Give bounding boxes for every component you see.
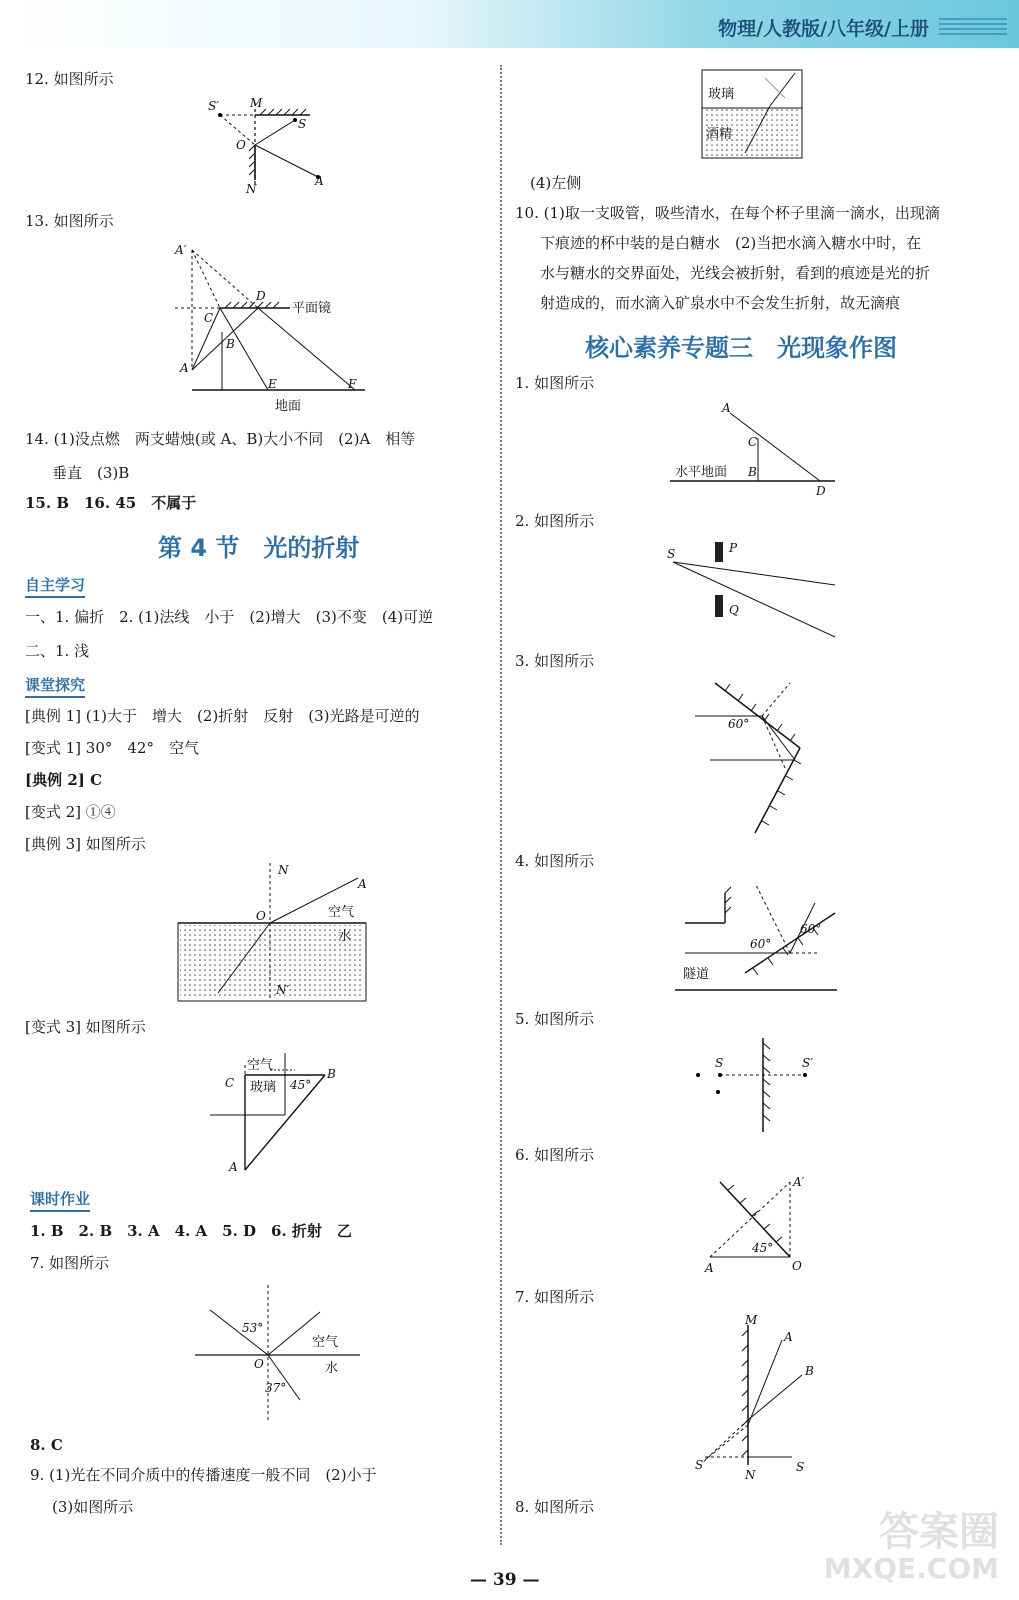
header-title: 物理/人教版/八年级/上册 <box>718 18 929 40</box>
q13-text: 13. 如图所示 <box>25 212 114 230</box>
label-A: A <box>705 1261 714 1275</box>
label-B: B <box>748 465 757 479</box>
label-N1: N′ <box>276 983 290 997</box>
label-S: S <box>298 117 307 131</box>
q14-line2: 垂直 (3)B <box>52 464 130 482</box>
label-A: A <box>180 361 189 375</box>
label-tunnel: 隧道 <box>683 967 710 982</box>
label-A: A <box>358 877 367 891</box>
label-S: S <box>667 547 676 561</box>
label-A1: A′ <box>175 243 187 257</box>
label-glass: 玻璃 <box>708 87 735 102</box>
figure-p1 <box>670 398 840 498</box>
label-S1: S′ <box>802 1056 813 1070</box>
problem-3: 3. 如图所示 <box>515 652 595 670</box>
variant-3: [变式 3] 如图所示 <box>25 1018 146 1036</box>
figure-12 <box>200 95 340 200</box>
figure-13 <box>170 240 370 420</box>
column-divider <box>500 65 502 1545</box>
label-A1: A′ <box>793 1175 805 1189</box>
homework-9-3: (3)如图所示 <box>52 1498 134 1516</box>
label-N: N <box>745 1468 756 1482</box>
q12-text: 12. 如图所示 <box>25 70 114 88</box>
label-Q: Q <box>729 603 739 617</box>
label-A: A <box>722 401 731 415</box>
q15-16-text: 15. B 16. 45 不属于 <box>25 494 197 512</box>
header-decoration <box>939 18 1007 36</box>
page-header <box>0 0 1019 48</box>
subhead-zizhu: 自主学习 <box>25 574 85 598</box>
label-mirror: 平面镜 <box>292 301 332 316</box>
figure-p7 <box>690 1315 830 1480</box>
zizhu-line2: 二、1. 浅 <box>25 642 90 660</box>
label-M: M <box>745 1313 758 1327</box>
watermark-url: MXQE.COM <box>823 1552 999 1585</box>
label-C: C <box>748 435 758 449</box>
label-A: A <box>229 1160 238 1174</box>
q10-line4: 射造成的，而水滴入矿泉水中不会发生折射，故无滴痕 <box>540 294 901 312</box>
label-water: 水 <box>338 929 352 944</box>
label-C: C <box>225 1076 235 1090</box>
figure-p2 <box>665 540 845 640</box>
figure-example-3 <box>178 858 373 1003</box>
problem-6: 6. 如图所示 <box>515 1146 595 1164</box>
label-air: 空气 <box>312 1335 339 1350</box>
subhead-keshi: 课时作业 <box>30 1188 90 1212</box>
label-45: 45° <box>752 1241 774 1255</box>
q10-line2: 下痕迹的杯中装的是白糖水 (2)当把水滴入糖水中时，在 <box>540 234 922 252</box>
homework-1-6: 1. B 2. B 3. A 4. A 5. D 6. 折射 乙 <box>30 1222 352 1240</box>
label-O: O <box>792 1259 802 1273</box>
problem-8: 8. 如图所示 <box>515 1498 595 1516</box>
label-alcohol: 酒精 <box>706 127 733 142</box>
page-number: — 39 — <box>470 1570 540 1590</box>
example-3: [典例 3] 如图所示 <box>25 835 146 853</box>
label-A: A <box>784 1330 793 1344</box>
section-title-refraction: 第 4 节 光的折射 <box>158 534 360 562</box>
figure-p6 <box>700 1172 820 1277</box>
homework-9: 9. (1)光在不同介质中的传播速度一般不同 (2)小于 <box>30 1466 377 1484</box>
label-S: S <box>796 1460 805 1474</box>
figure-p5 <box>690 1035 830 1135</box>
label-O: O <box>236 138 246 152</box>
label-P: P <box>729 541 738 555</box>
figure-variant-3 <box>205 1045 355 1175</box>
subhead-ketang: 课堂探究 <box>25 674 85 698</box>
homework-8: 8. C <box>30 1436 63 1454</box>
label-S1: S′ <box>695 1458 706 1472</box>
label-N: N <box>246 182 257 196</box>
section-title-core: 核心素养专题三 光现象作图 <box>585 334 897 362</box>
label-air: 空气 <box>247 1058 274 1073</box>
label-glass: 玻璃 <box>250 1080 277 1095</box>
problem-2: 2. 如图所示 <box>515 512 595 530</box>
homework-7: 7. 如图所示 <box>30 1254 110 1272</box>
variant-1: [变式 1] 30° 42° 空气 <box>25 739 199 757</box>
label-water: 水 <box>325 1361 339 1376</box>
label-S: S <box>715 1056 724 1070</box>
label-air: 空气 <box>328 905 355 920</box>
label-53: 53° <box>242 1321 264 1335</box>
label-B: B <box>226 337 235 351</box>
label-ground: 水平地面 <box>675 465 728 480</box>
zizhu-line1: 一、1. 偏折 2. (1)法线 小于 (2)增大 (3)不变 (4)可逆 <box>25 608 434 626</box>
example-1: [典例 1] (1)大于 增大 (2)折射 反射 (3)光路是可逆的 <box>25 707 420 725</box>
variant-2: [变式 2] ①④ <box>25 803 116 821</box>
label-45: 45° <box>290 1078 312 1092</box>
label-60a: 60° <box>750 937 772 951</box>
label-B: B <box>327 1067 336 1081</box>
figure-homework-7 <box>190 1280 370 1425</box>
q14-line1: 14. (1)没点燃 两支蜡烛(或 A、B)大小不同 (2)A 相等 <box>25 430 416 448</box>
q9-part4: (4)左侧 <box>530 174 582 192</box>
figure-glass-alcohol <box>700 68 810 163</box>
label-C: C <box>204 311 214 325</box>
label-60: 60° <box>728 717 750 731</box>
label-ground: 地面 <box>275 399 302 414</box>
example-2: [典例 2] C <box>25 771 103 789</box>
label-O: O <box>256 909 266 923</box>
label-S1: S′ <box>208 99 219 113</box>
label-F: F <box>348 377 357 391</box>
label-D: D <box>256 289 266 303</box>
label-D: D <box>816 484 826 498</box>
problem-4: 4. 如图所示 <box>515 852 595 870</box>
problem-1: 1. 如图所示 <box>515 374 595 392</box>
label-37: 37° <box>265 1381 287 1395</box>
label-M: M <box>250 96 263 110</box>
watermark-logo: 答案圈 <box>879 1509 999 1555</box>
label-B: B <box>805 1364 814 1378</box>
figure-p3 <box>690 678 830 838</box>
q10-line3: 水与糖水的交界面处，光线会被折射，看到的痕迹是光的折 <box>540 264 931 282</box>
problem-5: 5. 如图所示 <box>515 1010 595 1028</box>
q10-line1: 10. (1)取一支吸管，吸些清水，在每个杯子里滴一滴水，出现滴 <box>515 204 940 222</box>
label-O: O <box>254 1357 264 1371</box>
label-60b: 60° <box>800 922 822 936</box>
label-E: E <box>268 377 277 391</box>
figure-p4 <box>675 878 840 998</box>
label-A: A <box>315 174 324 188</box>
problem-7: 7. 如图所示 <box>515 1288 595 1306</box>
label-N: N <box>278 863 289 877</box>
